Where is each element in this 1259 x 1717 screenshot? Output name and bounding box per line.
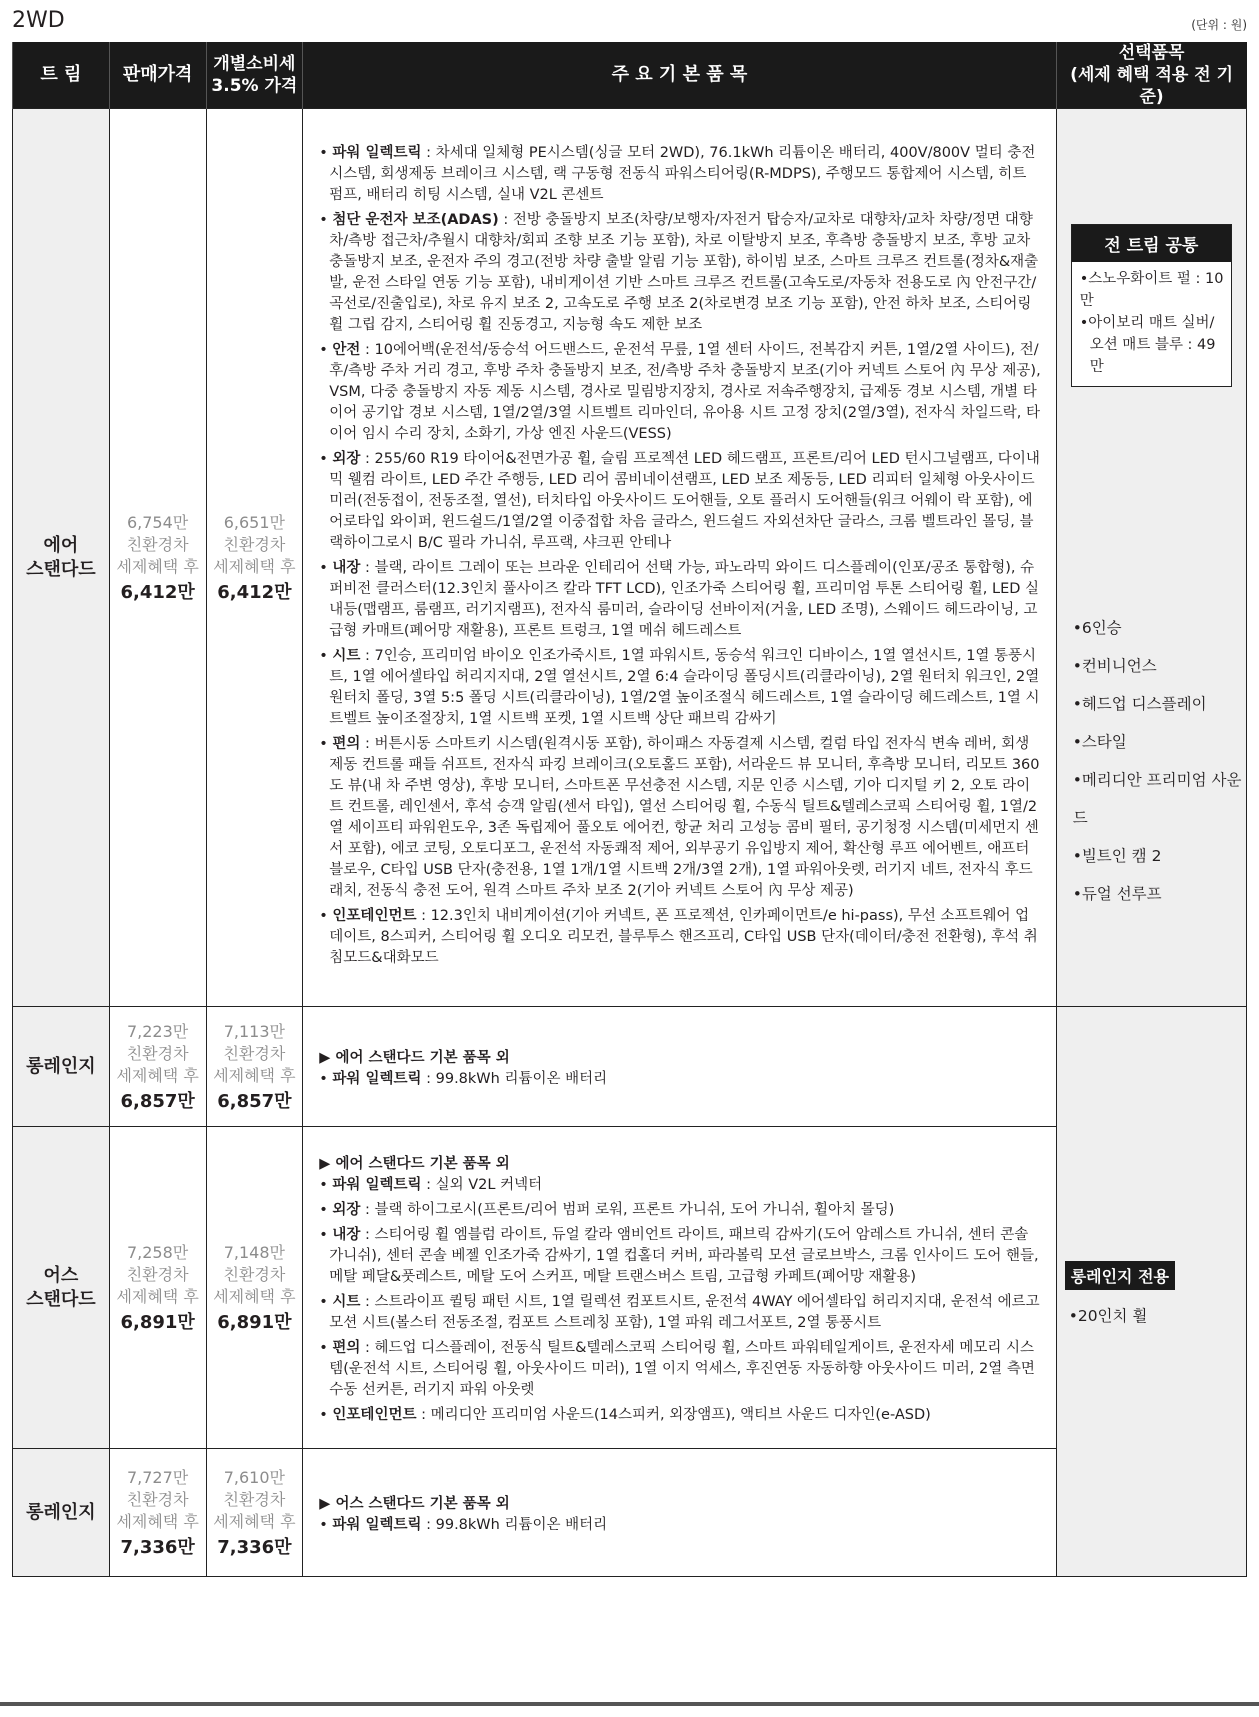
feature-text: : 99.8kWh 리튬이온 배터리 <box>421 1516 608 1533</box>
feature-head: 첨단 운전자 보조(ADAS) <box>332 211 499 228</box>
option-item: •컨비니언스 <box>1072 657 1157 675</box>
base-features-note: ▶ 어스 스탠다드 기본 품목 외 <box>319 1495 510 1512</box>
feature-group: • 편의 : 헤드업 디스플레이, 전동식 틸트&텔레스코픽 스티어링 휠, 스마트 파워테일게이트, 운전자세 메모리 시스템(운전석 시트, 스티어링 휠, 아웃사이드 미러), 1열 이지 억세스, 후진연동 자동하향 아웃사이드 미러, 2열 측면 수동 선커튼, 러기지 파워 아웃렛 <box>319 1339 1035 1398</box>
feature-text: : 10에어백(운전석/동승석 어드밴스드, 운전석 무릎, 1열 센터 사이드, 전복감지 커튼, 1열/2열 사이드), 전/후/측방 주차 거리 경고, 후방 주차 충돌방지 보조, 전/측방 주차 충돌방지 보조(기아 커넥트 스토어 內 무상 제공), VSM, 다중 충돌방지 자동 제동 시스템, 경사로 밀림방지장치, 경사로 저속주행장치, 급제동 경보 시스템, 개별 타이어 공기압 경보 시스템, 1열/2열/3열 시트벨트 리마인더, 유아용 시트 고정 장치(2열/3열), 전자식 차일드락, 타이어 임시 수리 장치, 소화기, 가상 엔진 사운드(VESS) <box>329 341 1041 442</box>
tax-price-sub2: 세제혜택 후 <box>213 1286 296 1306</box>
common-options-box <box>1071 224 1232 387</box>
table-row <box>13 1007 1247 1127</box>
trim-cell: 롱레인지 <box>13 1449 110 1577</box>
trim-name-line1: 에어 <box>43 534 79 556</box>
trim-cell <box>13 1127 110 1449</box>
feature-group: • 파워 일렉트릭 : 차세대 일체형 PE시스템(싱글 모터 2WD), 76.1kWh 리튬이온 배터리, 400V/800V 멀티 충전 시스템, 회생제동 브레이크 시스템, 랙 구동형 전동식 파워스티어링(R-MDPS), 주행모드 통합제어 시스템, 히트 펌프, 배터리 히팅 시스템, 실내 V2L 콘센트 <box>319 144 1036 203</box>
trim-cell: 롱레인지 <box>13 1007 110 1127</box>
option-item: •듀얼 선루프 <box>1072 885 1162 903</box>
price-sub2: 세제혜택 후 <box>116 556 199 576</box>
features-cell <box>303 1127 1056 1449</box>
feature-group: • 시트 : 스트라이프 퀼팅 패턴 시트, 1열 릴렉션 컴포트시트, 운전석 4WAY 에어셀타입 허리지지대, 운전석 에르고 모션 시트(볼스터 전동조절, 컴포트 스트레칭 포함), 1열 파워 레그서포트, 2열 통풍시트 <box>319 1293 1040 1331</box>
features-cell <box>303 1007 1056 1127</box>
feature-text: : 255/60 R19 타이어&전면가공 휠, 슬림 프로젝션 LED 헤드램프, 프론트/리어 LED 턴시그널램프, 다이내믹 웰컴 라이트, LED 주간 주행등, LED 리어 콤비네이션램프, LED 보조 제동등, LED 리피터 일체형 아웃사이드 미러(전동접이, 전동조절, 열선), 터치타입 아웃사이드 도어핸들, 오토 플러시 도어핸들(워크 어웨이 락 포함), 에어로타입 와이퍼, 윈드쉴드/1열/2열 이중접합 차음 글라스, 윈드쉴드 자외선차단 글라스, 크롬 벨트라인 몰딩, 블랙하이그로시 B/C 필라 가니쉬, 루프랙, 샤크핀 안테나 <box>329 450 1040 551</box>
feature-head: 파워 일렉트릭 <box>332 1516 422 1533</box>
trim-name-line2: 스탠다드 <box>26 1288 96 1310</box>
price-original: 7,223만 <box>126 1021 189 1041</box>
header-options <box>1056 42 1246 109</box>
price-sub2: 세제혜택 후 <box>116 1511 199 1531</box>
feature-text: : 실외 V2L 커넥터 <box>421 1176 543 1193</box>
longrange-options-title: 롱레인지 전용 <box>1065 1261 1175 1290</box>
common-option-item: 오션 매트 블루 : 49만 <box>1089 337 1216 375</box>
common-option-item: •아이보리 매트 실버/ <box>1079 315 1215 331</box>
price-sub2: 세제혜택 후 <box>116 1286 199 1306</box>
common-option-item: •스노우화이트 펄 : 10만 <box>1079 271 1224 309</box>
feature-group: • 시트 : 7인승, 프리미엄 바이오 인조가죽시트, 1열 파워시트, 동승석 워크인 디바이스, 1열 열선시트, 1열 통풍시트, 1열 에어셀타입 허리지지대, 2열 열선시트, 2열 6:4 슬라이딩 폴딩시트(리클라이닝), 2열 원터치 워크인, 2열 원터치 폴딩, 3열 5:5 폴딩 시트(리클라이닝), 1열/2열 높이조절식 헤드레스트, 1열 슬라이딩 헤드레스트, 1열 시트벨트 높이조절장치, 1열 시트백 포켓, 1열 시트백 상단 패브릭 감싸기 <box>319 647 1040 727</box>
feature-group: • 내장 : 블랙, 라이트 그레이 또는 브라운 인테리어 선택 가능, 파노라믹 와이드 디스플레이(인포/공조 통합형), 슈퍼비전 클러스터(12.3인치 풀사이즈 칼라 TFT LCD), 인조가죽 스티어링 휠, 프리미엄 투톤 스티어링 휠, LED 실내등(맵램프, 룸램프, 러기지램프), 전자식 룸미러, 슬라이딩 선바이저(거울, LED 조명), 스웨이드 헤드라이닝, 고급형 카매트(폐어망 재활용), 프론트 트렁크, 1열 메쉬 헤드레스트 <box>319 559 1040 639</box>
tax-price-sub1: 친환경차 <box>223 1043 286 1063</box>
feature-text: : 99.8kWh 리튬이온 배터리 <box>421 1070 608 1087</box>
tax-price-original: 7,148만 <box>223 1242 285 1262</box>
feature-group: • 인포테인먼트 : 12.3인치 내비게이션(기아 커넥트, 폰 프로젝션, 인카페이먼트/e hi-pass), 무선 소프트웨어 업데이트, 8스피커, 스티어링 휠 오디오 리모컨, 블루투스 핸즈프리, C타입 USB 단자(데이터/충전 전환형), 후석 취침모드&대화모드 <box>319 907 1038 966</box>
header-options-line1: 선택품목 <box>1118 43 1185 63</box>
tax-price-sub2: 세제혜택 후 <box>213 556 296 576</box>
feature-head: 파워 일렉트릭 <box>332 1070 422 1087</box>
feature-head: 파워 일렉트릭 <box>332 144 422 161</box>
header-options-line2: (세제 혜택 적용 전 기준) <box>1070 65 1233 107</box>
bottom-divider <box>0 1702 1259 1706</box>
feature-head: 인포테인먼트 <box>332 1406 417 1423</box>
tax-price-cell <box>206 109 303 1007</box>
feature-head: 안전 <box>332 341 361 358</box>
feature-group: • 파워 일렉트릭 : 99.8kWh 리튬이온 배터리 <box>319 1516 608 1533</box>
feature-head: 외장 <box>332 1201 361 1218</box>
feature-group: • 파워 일렉트릭 : 99.8kWh 리튬이온 배터리 <box>319 1070 608 1087</box>
tax-price-sub2: 세제혜택 후 <box>213 1065 296 1085</box>
longrange-options-cell <box>1056 1007 1246 1577</box>
feature-text: : 전방 충돌방지 보조(차량/보행자/자전거 탑승자/교차로 대향차/교차 차량/정면 대향차/측방 접근차/추월시 대향차/회피 조향 보조 기능 포함), 차로 이탈방지 보조, 후측방 충돌방지 보조, 후방 교차 충돌방지 보조, 운전자 주의 경고(전방 차량 출발 알림 기능 포함), 하이빔 보조, 스마트 크루즈 컨트롤(정차&재출발, 운전 스타일 연동 기능 포함), 내비게이션 기반 스마트 크루즈 컨트롤(고속도로/자동차 전용도로 內 안전구간/곡선로/진출입로), 차로 유지 보조 2, 고속도로 주행 보조 2(차로변경 보조 기능 포함), 안전 하차 보조, 스티어링 휠 그립 감지, 스티어링 휠 진동경고, 지능형 속도 제한 보조 <box>329 211 1039 333</box>
feature-text: : 블랙 하이그로시(프론트/리어 범퍼 로워, 프론트 가니쉬, 도어 가니쉬, 휠아치 몰딩) <box>360 1201 895 1218</box>
feature-head: 파워 일렉트릭 <box>332 1176 422 1193</box>
trim-name-line2: 스탠다드 <box>26 558 96 580</box>
base-features-note: ▶ 에어 스탠다드 기본 품목 외 <box>319 1155 510 1172</box>
feature-group: • 외장 : 255/60 R19 타이어&전면가공 휠, 슬림 프로젝션 LED 헤드램프, 프론트/리어 LED 턴시그널램프, 다이내믹 웰컴 라이트, LED 주간 주행등, LED 리어 콤비네이션램프, LED 보조 제동등, LED 리피터 일체형 아웃사이드 미러(전동접이, 전동조절, 열선), 터치타입 아웃사이드 도어핸들, 오토 플러시 도어핸들(워크 어웨이 락 포함), 에어로타입 와이퍼, 윈드쉴드/1열/2열 이중접합 차음 글라스, 윈드쉴드 자외선차단 글라스, 크롬 벨트라인 몰딩, 블랙하이그로시 B/C 필라 가니쉬, 루프랙, 샤크핀 안테나 <box>319 450 1040 551</box>
price-final: 6,412만 <box>120 581 195 603</box>
header-tax-line2: 3.5% 가격 <box>211 76 298 96</box>
feature-group: • 편의 : 버튼시동 스마트키 시스템(원격시동 포함), 하이패스 자동결제 시스템, 컬럼 타입 전자식 변속 레버, 회생제동 컨트롤 패들 쉬프트, 전자식 파킹 브레이크(오토홀드 포함), 서라운드 뷰 모니터, 후측방 모니터, 리모트 360도 뷰(내 차 주변 영상), 후방 모니터, 스마트폰 무선충전 시스템, 지문 인증 시스템, 기아 디지털 키 2, 오토 라이트 컨트롤, 레인센서, 후석 승객 알림(센서 타입), 열선 스티어링 휠, 수동식 틸트&텔레스코픽 스티어링 휠, 1열/2열 세이프티 파워윈도우, 3존 독립제어 풀오토 에어컨, 항균 처리 고성능 콤비 필터, 공기청정 시스템(미세먼지 센서 포함), 에코 코팅, 오토디포그, 운전석 자동쾌적 제어, 외부공기 유입방지 제어, 확산형 루프 에어벤트, 애프터 블로우, C타입 USB 단자(충전용, 1열 1개/1열 시트백 2개/3열 2개), 1열 파워아웃렛, 러기지 네트, 전자식 후드 래치, 전동식 충전 도어, 원격 스마트 주차 보조 2(기아 커넥트 스토어 內 무상 제공) <box>319 735 1040 899</box>
option-list <box>1073 609 1246 913</box>
feature-head: 시트 <box>332 1293 361 1310</box>
price-final: 7,336만 <box>120 1536 195 1558</box>
tax-price-original: 6,651만 <box>223 512 285 532</box>
feature-group: • 첨단 운전자 보조(ADAS) : 전방 충돌방지 보조(차량/보행자/자전거 탑승자/교차로 대향차/교차 차량/정면 대향차/측방 접근차/추월시 대향차/회피 조향 보조 기능 포함), 차로 이탈방지 보조, 후측방 충돌방지 보조, 후방 교차 충돌방지 보조, 운전자 주의 경고(전방 차량 출발 알림 기능 포함), 하이빔 보조, 스마트 크루즈 컨트롤(정차&재출발, 운전 스타일 연동 기능 포함), 내비게이션 기반 스마트 크루즈 컨트롤(고속도로/자동차 전용도로 內 안전구간/곡선로/진출입로), 차로 유지 보조 2, 고속도로 주행 보조 2(차로변경 보조 기능 포함), 안전 하차 보조, 스티어링 휠 그립 감지, 스티어링 휠 진동경고, 지능형 속도 제한 보조 <box>319 211 1039 333</box>
features-cell <box>303 1449 1056 1577</box>
base-features-note: ▶ 에어 스탠다드 기본 품목 외 <box>319 1049 510 1066</box>
feature-head: 편의 <box>332 1339 361 1356</box>
header-price: 판매가격 <box>109 42 206 109</box>
tax-price-cell <box>206 1007 303 1127</box>
feature-group: • 인포테인먼트 : 메리디안 프리미엄 사운드(14스피커, 외장앰프), 액티브 사운드 디자인(e-ASD) <box>319 1406 931 1423</box>
unit-label: (단위 : 원) <box>1191 18 1247 32</box>
options-cell <box>1056 109 1246 1007</box>
feature-head: 편의 <box>332 735 361 752</box>
tax-price-sub2: 세제혜택 후 <box>213 1511 296 1531</box>
price-sub2: 세제혜택 후 <box>116 1065 199 1085</box>
features-cell <box>303 109 1056 1007</box>
trim-spec-table <box>12 42 1247 1577</box>
feature-text: : 스트라이프 퀼팅 패턴 시트, 1열 릴렉션 컴포트시트, 운전석 4WAY 에어셀타입 허리지지대, 운전석 에르고 모션 시트(볼스터 전동조절, 컴포트 스트레칭 포함), 1열 파워 레그서포트, 2열 통풍시트 <box>329 1293 1040 1331</box>
feature-text: : 메리디안 프리미엄 사운드(14스피커, 외장앰프), 액티브 사운드 디자인(e-ASD) <box>416 1406 931 1423</box>
option-item: •메리디안 프리미엄 사운드 <box>1072 771 1242 827</box>
price-original: 6,754만 <box>126 512 189 532</box>
price-sub1: 친환경차 <box>126 1489 189 1509</box>
tax-price-cell <box>206 1449 303 1577</box>
tax-price-sub1: 친환경차 <box>223 534 286 554</box>
feature-text: : 스티어링 휠 엠블럼 라이트, 듀얼 칼라 앰비언트 라이트, 패브릭 감싸기(도어 암레스트 가니쉬, 센터 콘솔 가니쉬), 센터 콘솔 베젤 인조가죽 감싸기, 1열 컵홀더 커버, 파라볼릭 모션 글로브박스, 크롬 인사이드 도어 핸들, 메탈 페달&풋레스트, 메탈 도어 스커프, 메탈 트랜스버스 트림, 고급형 카페트(폐어망 재활용) <box>329 1226 1039 1285</box>
option-item: •6인승 <box>1072 619 1122 637</box>
feature-group: • 외장 : 블랙 하이그로시(프론트/리어 범퍼 로워, 프론트 가니쉬, 도어 가니쉬, 휠아치 몰딩) <box>319 1201 895 1218</box>
feature-text: : 차세대 일체형 PE시스템(싱글 모터 2WD), 76.1kWh 리튬이온 배터리, 400V/800V 멀티 충전 시스템, 회생제동 브레이크 시스템, 랙 구동형 전동식 파워스티어링(R-MDPS), 주행모드 통합제어 시스템, 히트 펌프, 배터리 히팅 시스템, 실내 V2L 콘센트 <box>329 144 1036 203</box>
feature-head: 내장 <box>332 1226 361 1243</box>
price-cell <box>109 1007 206 1127</box>
trim-cell <box>13 109 110 1007</box>
tax-price-final: 6,891만 <box>217 1311 292 1333</box>
common-options-title: 전 트림 공통 <box>1072 225 1231 262</box>
feature-head: 인포테인먼트 <box>332 907 417 924</box>
feature-text: : 헤드업 디스플레이, 전동식 틸트&텔레스코픽 스티어링 휠, 스마트 파워테일게이트, 운전자세 메모리 시스템(운전석 시트, 스티어링 휠, 아웃사이드 미러), 1열 이지 억세스, 후진연동 자동하향 아웃사이드 미러, 2열 측면 수동 선커튼, 러기지 파워 아웃렛 <box>329 1339 1035 1398</box>
header-tax-line1: 개별소비세 <box>213 54 296 74</box>
feature-group: • 내장 : 스티어링 휠 엠블럼 라이트, 듀얼 칼라 앰비언트 라이트, 패브릭 감싸기(도어 암레스트 가니쉬, 센터 콘솔 가니쉬), 센터 콘솔 베젤 인조가죽 감싸기, 1열 컵홀더 커버, 파라볼릭 모션 글로브박스, 크롬 인사이드 도어 핸들, 메탈 페달&풋레스트, 메탈 도어 스커프, 메탈 트랜스버스 트림, 고급형 카페트(폐어망 재활용) <box>319 1226 1039 1285</box>
feature-group: • 안전 : 10에어백(운전석/동승석 어드밴스드, 운전석 무릎, 1열 센터 사이드, 전복감지 커튼, 1열/2열 사이드), 전/후/측방 주차 거리 경고, 후방 주차 충돌방지 보조, 전/측방 주차 충돌방지 보조(기아 커넥트 스토어 內 무상 제공), VSM, 다중 충돌방지 자동 제동 시스템, 경사로 밀림방지장치, 경사로 저속주행장치, 급제동 경보 시스템, 개별 타이어 공기압 경보 시스템, 1열/2열/3열 시트벨트 리마인더, 유아용 시트 고정 장치(2열/3열), 전자식 차일드락, 타이어 임시 수리 장치, 소화기, 가상 엔진 사운드(VESS) <box>319 341 1041 442</box>
option-item: •빌트인 캠 2 <box>1072 847 1162 865</box>
header-row <box>13 42 1247 109</box>
option-item: •20인치 휠 <box>1068 1307 1148 1325</box>
price-final: 6,891만 <box>120 1311 195 1333</box>
price-cell <box>109 1449 206 1577</box>
table-row <box>13 109 1247 1007</box>
price-original: 7,258만 <box>126 1242 189 1262</box>
header-tax-price <box>206 42 303 109</box>
page-title: 2WD <box>12 8 65 33</box>
tax-price-cell <box>206 1127 303 1449</box>
header-trim: 트 림 <box>13 42 110 109</box>
price-cell <box>109 1127 206 1449</box>
feature-group: • 파워 일렉트릭 : 실외 V2L 커넥터 <box>319 1176 543 1193</box>
header-features: 주 요 기 본 품 목 <box>303 42 1056 109</box>
tax-price-final: 7,336만 <box>217 1536 292 1558</box>
tax-price-sub1: 친환경차 <box>223 1264 286 1284</box>
feature-head: 외장 <box>332 450 361 467</box>
tax-price-final: 6,857만 <box>217 1090 292 1112</box>
price-sub1: 친환경차 <box>126 1264 189 1284</box>
feature-text: : 7인승, 프리미엄 바이오 인조가죽시트, 1열 파워시트, 동승석 워크인 디바이스, 1열 열선시트, 1열 통풍시트, 1열 에어셀타입 허리지지대, 2열 열선시트, 2열 6:4 슬라이딩 폴딩시트(리클라이닝), 2열 원터치 워크인, 2열 원터치 폴딩, 3열 5:5 폴딩 시트(리클라이닝), 1열/2열 높이조절식 헤드레스트, 1열 슬라이딩 헤드레스트, 1열 시트벨트 높이조절장치, 1열 시트백 포켓, 1열 시트백 상단 패브릭 감싸기 <box>329 647 1040 727</box>
price-cell <box>109 109 206 1007</box>
price-sub1: 친환경차 <box>126 1043 189 1063</box>
feature-text: : 12.3인치 내비게이션(기아 커넥트, 폰 프로젝션, 인카페이먼트/e hi-pass), 무선 소프트웨어 업데이트, 8스피커, 스티어링 휠 오디오 리모컨, 블루투스 핸즈프리, C타입 USB 단자(데이터/충전 전환형), 후석 취침모드&대화모드 <box>329 907 1038 966</box>
tax-price-original: 7,610만 <box>223 1467 285 1487</box>
trim-name-line1: 어스 <box>43 1264 79 1286</box>
feature-head: 내장 <box>332 559 361 576</box>
tax-price-sub1: 친환경차 <box>223 1489 286 1509</box>
feature-text: : 버튼시동 스마트키 시스템(원격시동 포함), 하이패스 자동결제 시스템, 컬럼 타입 전자식 변속 레버, 회생제동 컨트롤 패들 쉬프트, 전자식 파킹 브레이크(오토홀드 포함), 서라운드 뷰 모니터, 후측방 모니터, 리모트 360도 뷰(내 차 주변 영상), 후방 모니터, 스마트폰 무선충전 시스템, 지문 인증 시스템, 기아 디지털 키 2, 오토 라이트 컨트롤, 레인센서, 후석 승객 알림(센서 타입), 열선 스티어링 휠, 수동식 틸트&텔레스코픽 스티어링 휠, 1열/2열 세이프티 파워윈도우, 3존 독립제어 풀오토 에어컨, 항균 처리 고성능 콤비 필터, 공기청정 시스템(미세먼지 센서 포함), 에코 코팅, 오토디포그, 운전석 자동쾌적 제어, 외부공기 유입방지 제어, 확산형 루프 에어벤트, 애프터 블로우, C타입 USB 단자(충전용, 1열 1개/1열 시트백 2개/3열 2개), 1열 파워아웃렛, 러기지 네트, 전자식 후드 래치, 전동식 충전 도어, 원격 스마트 주차 보조 2(기아 커넥트 스토어 內 무상 제공) <box>329 735 1040 899</box>
tax-price-final: 6,412만 <box>217 581 292 603</box>
price-sub1: 친환경차 <box>126 534 189 554</box>
feature-head: 시트 <box>332 647 361 664</box>
price-original: 7,727만 <box>126 1467 189 1487</box>
tax-price-original: 7,113만 <box>223 1021 285 1041</box>
feature-text: : 블랙, 라이트 그레이 또는 브라운 인테리어 선택 가능, 파노라믹 와이드 디스플레이(인포/공조 통합형), 슈퍼비전 클러스터(12.3인치 풀사이즈 칼라 TFT LCD), 인조가죽 스티어링 휠, 프리미엄 투톤 스티어링 휠, LED 실내등(맵램프, 룸램프, 러기지램프), 전자식 룸미러, 슬라이딩 선바이저(거울, LED 조명), 스웨이드 헤드라이닝, 고급형 카매트(폐어망 재활용), 프론트 트렁크, 1열 메쉬 헤드레스트 <box>329 559 1040 639</box>
price-final: 6,857만 <box>120 1090 195 1112</box>
option-item: •스타일 <box>1072 733 1127 751</box>
option-item: •헤드업 디스플레이 <box>1072 695 1207 713</box>
